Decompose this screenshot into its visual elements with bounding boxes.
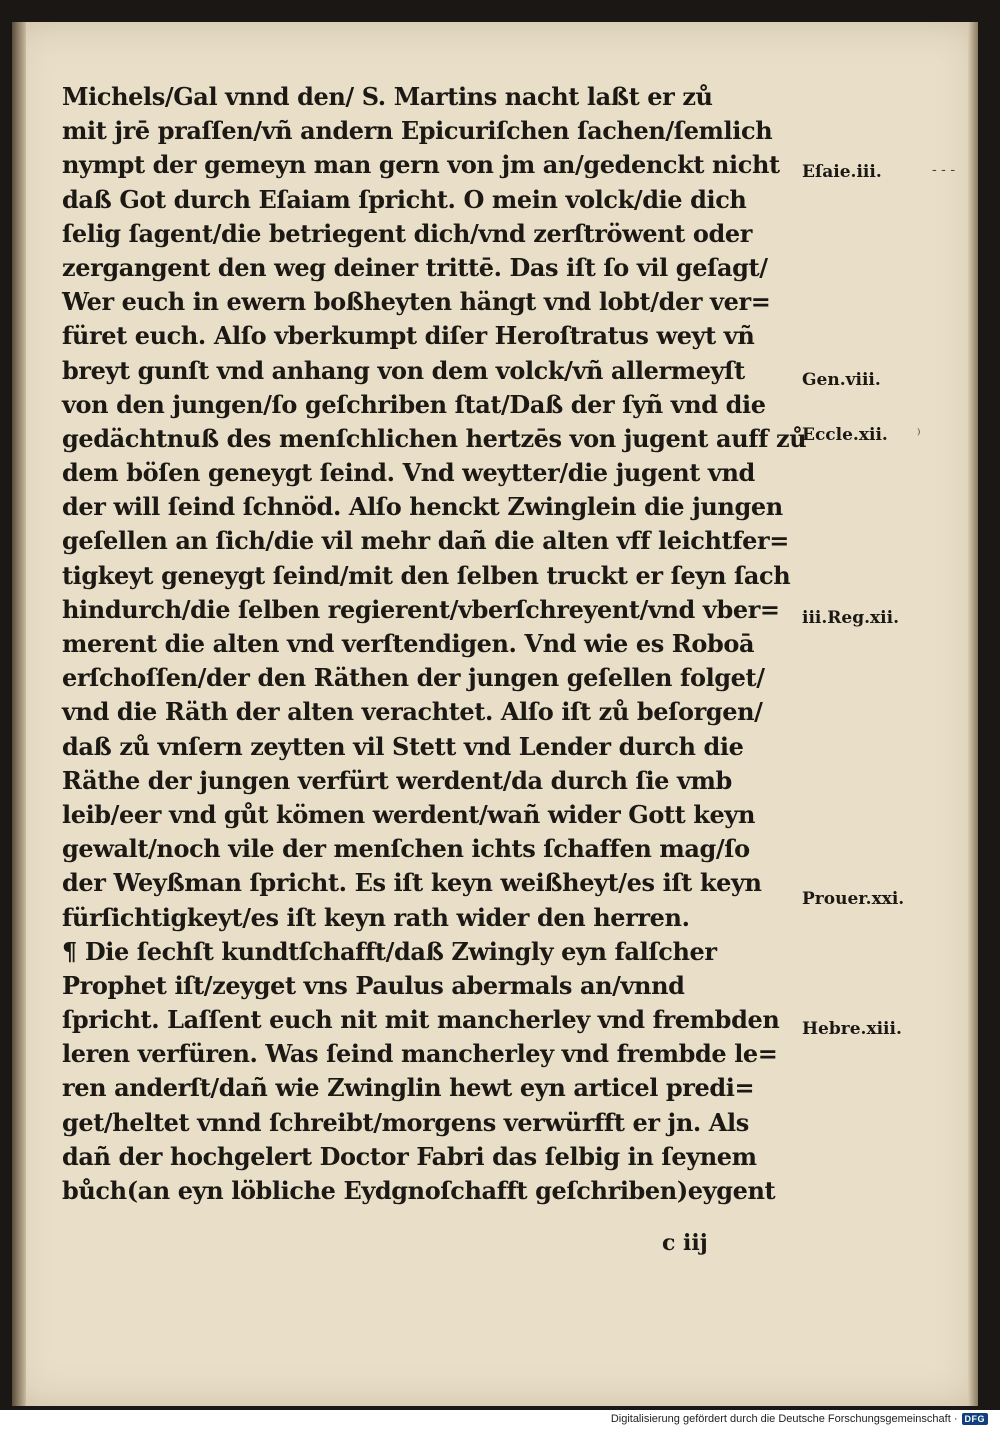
margin-note-prouer: Prouer.xxi. xyxy=(802,889,905,909)
text-line: geſellen an ſich/die vil mehr dañ die alten vff leichtfer= xyxy=(62,526,789,556)
text-line: Wer euch in ewern boßheyten hängt vnd lobt/der ver= xyxy=(62,287,771,317)
page-binding-edge xyxy=(12,22,26,1406)
margin-note-reg: iii.Reg.xii. xyxy=(802,608,900,628)
text-line: erſchoſſen/der den Räthen der jungen geſellen folget/ xyxy=(62,663,765,693)
text-line: daß zů vnſern zeytten vil Stett vnd Lender durch die xyxy=(62,731,744,761)
book-page xyxy=(12,22,978,1406)
text-line: leren verfüren. Was ſeind mancherley vnd frembde le= xyxy=(62,1039,778,1069)
text-line: ſelig ſagent/die betriegent dich/vnd zerſtröwent oder xyxy=(62,218,753,248)
text-line: get/heltet vnnd ſchreibt/morgens verwürfft er jn. Als xyxy=(62,1107,749,1137)
text-line: von den jungen/ſo geſchriben ſtat/Daß der ſyñ vnd die xyxy=(62,389,766,419)
text-line: hindurch/die ſelben regierent/vberſchreyent/vnd vber= xyxy=(62,594,780,624)
margin-note-esaie: Eſaie.iii. xyxy=(802,162,882,182)
stray-ink-mark: ⁾ xyxy=(917,427,921,443)
text-line: bůch(an eyn löbliche Eydgnoſchafft geſchriben)eygent xyxy=(62,1176,776,1205)
text-line: tigkeyt geneygt ſeind/mit den ſelben truckt er ſeyn ſach xyxy=(62,560,791,590)
text-line: daß Got durch Eſaiam ſpricht. O mein volck/die dich xyxy=(62,184,747,214)
text-line: breyt gunſt vnd anhang von dem volck/vñ allermeyſt xyxy=(62,355,745,385)
main-text-block xyxy=(62,80,807,1208)
signature-mark: c iij xyxy=(662,1230,708,1256)
margin-note-hebre: Hebre.xiii. xyxy=(802,1019,902,1039)
text-line: merent die alten vnd verſtendigen. Vnd wie es Roboā xyxy=(62,629,755,658)
text-line: füret euch. Alſo vberkumpt diſer Heroſtratus weyt vñ xyxy=(62,321,755,351)
text-line: der will ſeind ſchnöd. Alſo henckt Zwinglein die jungen xyxy=(62,492,783,522)
text-line: leib/eer vnd gůt kömen werdent/wañ wider Gott keyn xyxy=(62,799,755,829)
text-line: vnd die Räth der alten verachtet. Alſo iſt zů beſorgen/ xyxy=(62,697,763,727)
text-line: der Weyßman ſpricht. Es iſt keyn weißheyt/es iſt keyn xyxy=(62,868,762,898)
text-line: ren anderſt/dañ wie Zwinglin hewt eyn articel predi= xyxy=(62,1073,755,1103)
text-line: gedächtnuß des menſchlichen hertzēs von jugent auff zů xyxy=(62,423,807,453)
margin-note-gen: Gen.viii. xyxy=(802,370,881,390)
text-line: nympt der gemeyn man gern von jm an/gedenckt nicht xyxy=(62,150,780,180)
text-line: ſpricht. Laſſent euch nit mit mancherley vnd frembden xyxy=(62,1005,780,1035)
text-line: Räthe der jungen verfürt werdent/da durch ſie vmb xyxy=(62,765,732,795)
page-outer-edge xyxy=(968,22,978,1406)
text-line: fürſichtigkeyt/es iſt keyn rath wider den herren. xyxy=(62,902,690,932)
paragraph-start-line: ¶ Die ſechſt kundtſchafft/daß Zwingly eyn falſcher xyxy=(62,936,717,966)
text-line: zergangent den weg deiner trittē. Das iſt ſo vil geſagt/ xyxy=(62,252,768,282)
digitization-footer xyxy=(611,1413,988,1425)
text-line: dañ der hochgelert Doctor Fabri das ſelbig in ſeynem xyxy=(62,1141,757,1171)
text-line: Prophet iſt/zeyget vns Paulus abermals an/vnnd xyxy=(62,970,685,1000)
text-line: dem böſen geneygt ſeind. Vnd weytter/die jugent vnd xyxy=(62,458,755,488)
margin-note-eccle: Eccle.xii. xyxy=(802,425,888,445)
footer-credit-text: Digitalisierung gefördert durch die Deutsche Forschungsgemeinschaft · xyxy=(610,1413,958,1425)
stray-ink-mark: - - - xyxy=(932,162,956,178)
dfg-logo: DFG xyxy=(962,1413,989,1425)
text-line: mit jrē praſſen/vñ andern Epicuriſchen ſachen/ſemlich xyxy=(62,116,773,146)
text-line: Michels/Gal vnnd den/ S. Martins nacht laßt er zů xyxy=(62,82,713,111)
text-line: gewalt/noch vile der menſchen ichts ſchaffen mag/ſo xyxy=(62,834,750,864)
